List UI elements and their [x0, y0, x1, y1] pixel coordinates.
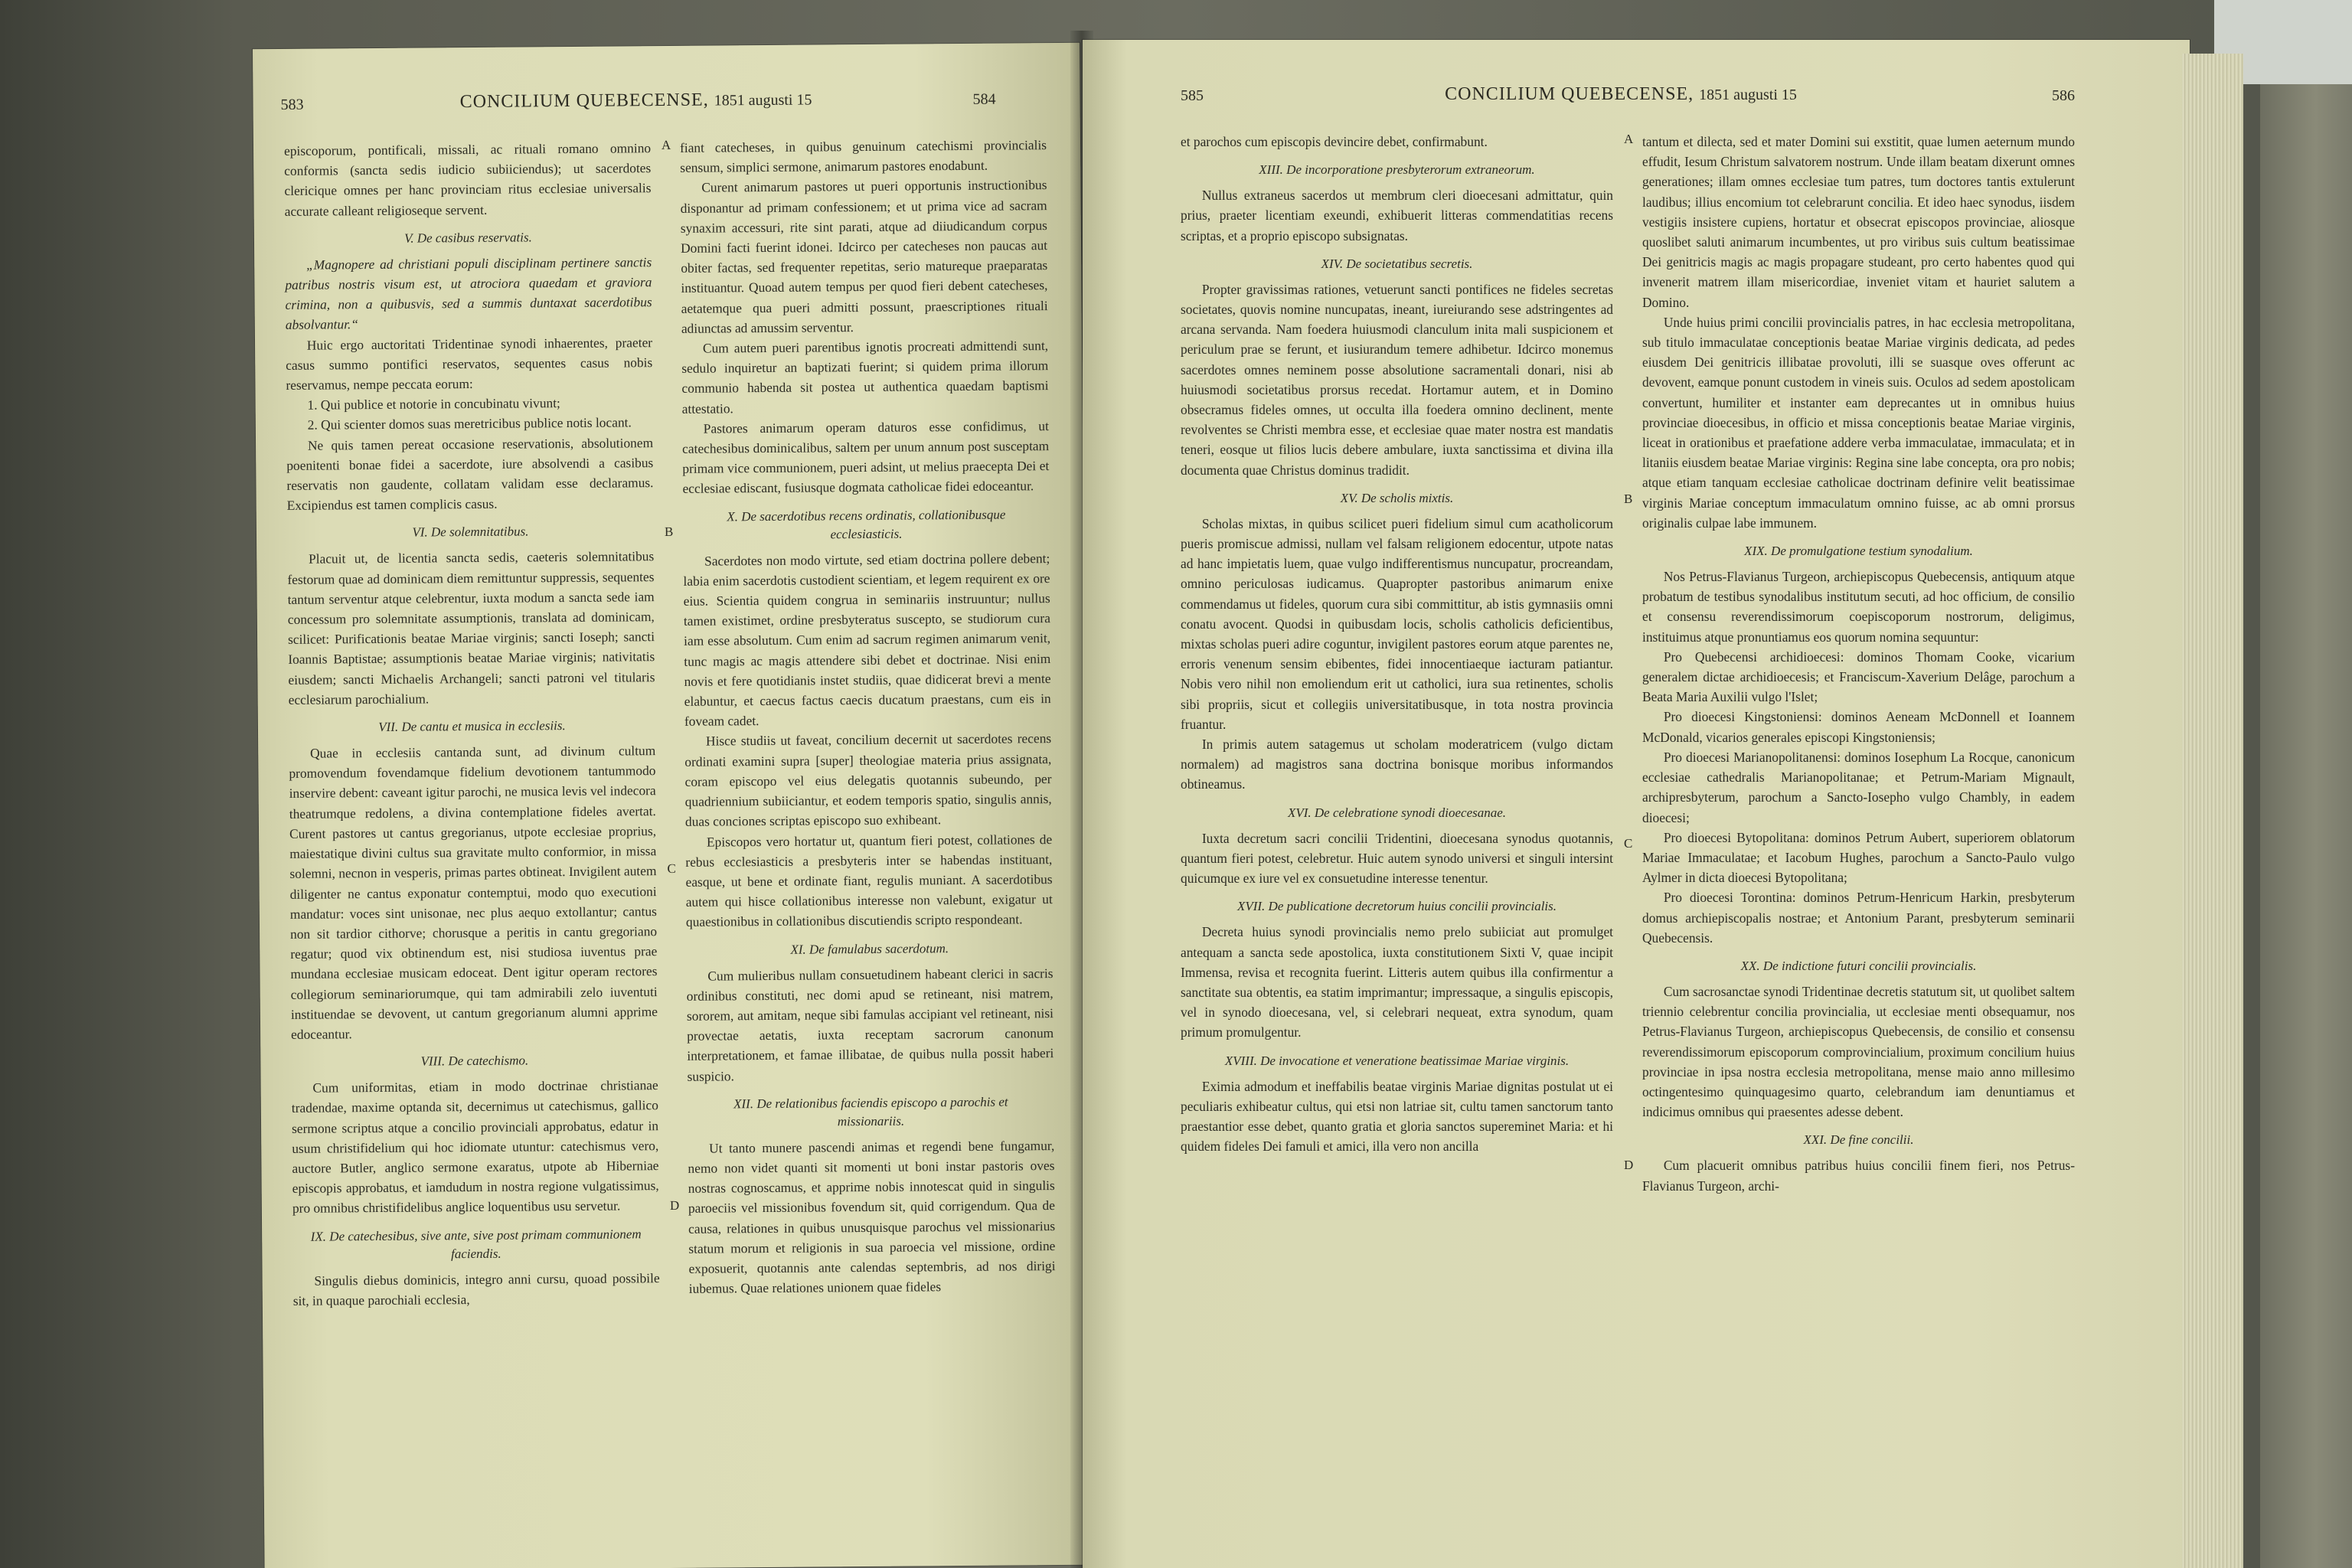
paragraph: Cum sacrosanctae synodi Tridentinae decretis statutum sit, ut quolibet saltem triennio celebrentur concilia provincialia, ut ecclesiae menti obsequamur, nos Petrus-Flavianus Turgeon, archiepiscopus Quebecensis, de consilio et consensu reverendissimorum episcoporum comprovincialium, proximum concilium huius provinciae in ipsa nostra ecclesia metropolitana, mense maio anno millesimo octingentesimo quinquagesimo quarto, celebrandum iam denuntiamus et indicimus omnibus qui praesentes adesse debent.: [1642, 983, 2075, 1120]
section-heading: VI. De solemnitatibus.: [412, 524, 529, 541]
left-page-column-1: [284, 138, 662, 1548]
section-heading: V. De casibus reservatis.: [404, 230, 532, 246]
section-marker: B: [664, 524, 674, 540]
section-heading: XVI. De celebratione synodi dioecesanae.: [1287, 805, 1507, 820]
section-heading: XVIII. De invocatione et veneratione beatissimae Mariae virginis.: [1224, 1053, 1570, 1068]
section-marker: A: [1624, 132, 1634, 146]
section-heading: IX. De catechesibus, sive ante, sive post primam communionem faciendis.: [310, 1226, 642, 1261]
paragraph: Curent animarum pastores ut pueri opportunis instructionibus disponantur ad primam confessionem; et ut prima vice ad sacram synaxim accessuri, rite sint parati, atque ad diiudicandum corpus Domini facti fuerint idonei. Idcirco per catecheses non paucas aut obiter factas, sed frequenter repetitas, serio matureque praeparatas instituantur. Quoad autem tempus per quod fieri debent catecheses, aetatemque qua pueri admitti possunt, praescriptiones rituali adiunctas ad amussim serventur.: [680, 177, 1048, 336]
page-number: 584: [972, 90, 996, 108]
page-edges: [2182, 54, 2243, 1568]
running-title-text: CONCILIUM QUEBECENSE,: [1445, 84, 1694, 104]
page-number: 585: [1181, 87, 1204, 104]
page-number: 586: [2052, 87, 2075, 104]
paragraph: Singulis diebus dominicis, integro anni cursu, quoad possibile sit, in quaque parochiali ecclesia,: [292, 1269, 660, 1308]
paragraph: episcoporum, pontificali, missali, ac rituali romano omnino conformis (sancta sedis iudicio subiiciendus); ut sacerdotes clericique omnes per hanc provinciam ritus ecclesiae universalis accurate calleant religioseque servent.: [283, 140, 652, 219]
paragraph: Eximia admodum et ineffabilis beatae virginis Mariae dignitas postulat ut ei peculiaris exhibeatur cultus, qui etsi non latriae sit, cultu tamen sanctorum tanto praestantior esse debet, quanto gratia et gloria sanctos supereminet Maria: et hi quidem fideles Dei famuli et amici, illa vero non ancilla: [1181, 1078, 1613, 1155]
section-heading: XV. De scholis mixtis.: [1340, 490, 1454, 505]
paragraph: „Magnopere ad christiani populi disciplinam pertinere sanctis patribus nostris visum est, ut atrociora quaedam et graviora crimina, non a quibusvis, sed a summis duntaxat sacerdotibus absolvantur.“: [285, 253, 652, 333]
paragraph: 1. Qui publice et notorie in concubinatu vivunt;: [307, 395, 560, 413]
section-marker: A: [661, 137, 671, 153]
section-heading: XII. De relationibus faciendis episcopo a parochis et missionariis.: [733, 1094, 1008, 1129]
paragraph: Pro dioecesi Marianopolitanensi: dominos Iosephum La Rocque, canonicum ecclesiae cathedralis Marianopolitanae; et Petrum-Mariam Mignault, archipresbyterum, parochum a Sancto-Iosepho vulgo Chambly, in eadem dioecesi;: [1642, 749, 2075, 825]
desk-surface: [2260, 0, 2352, 1568]
left-columns: [284, 135, 1057, 1548]
section-heading: X. De sacerdotibus recens ordinatis, collationibusque ecclesiasticis.: [727, 507, 1006, 541]
running-date: 1851 augusti 15: [714, 91, 812, 109]
paragraph: fiant catecheses, in quibus genuinum catechismi provincialis sensum, simplici sermone, animarum pastores enodabunt.: [679, 137, 1047, 176]
section-heading: VIII. De catechismo.: [420, 1053, 529, 1069]
page-number: 583: [280, 96, 304, 113]
paragraph: Nos Petrus-Flavianus Turgeon, archiepiscopus Quebecensis, antiquum atque probatum de testibus synodalibus institutum secuti, ad hoc officium, de consilio et consensu reverendissimorum coepiscoporum nostrorum, deligimus, instituimus atque pronuntiamus eos quorum nomina sequuntur:: [1642, 569, 2075, 645]
section-heading: XXI. De fine concilii.: [1803, 1132, 1914, 1148]
right-page: [1083, 40, 2190, 1568]
section-marker: C: [1624, 836, 1633, 851]
section-marker: C: [667, 861, 676, 877]
right-page-column-2: [1624, 132, 2075, 1545]
paragraph: Placuit ut, de licentia sancta sedis, caeteris solemnitatibus festorum quae ad dominicam diem remittuntur suppressis, sequentes tantum serventur atque celebrentur, iuxta modum a sancta sede iam concessum pro solemnitate assumptionis, translata ad dominicam, scilicet: Purificationis beatae Mariae virginis; sancti Ioseph; sancti Ioannis Baptistae; assumptionis beatae Mariae virginis; nativitatis eiusdem; sancti Michaelis Archangeli; sancti patroni vel titularis ecclesiarum parochialium.: [287, 548, 655, 707]
paragraph: Cum mulieribus nullam consuetudinem habeant clerici in sacris ordinibus constituti, nec domi apud se retineant, nisi matrem, sororem, aut amitam, neque sibi famulas accipiant vel retineant, nisi provectae aetatis, iuxta receptam sacrorum canonum interpretationem, et famae illibatae, de quibus nulla possit haberi suspicio.: [686, 965, 1054, 1084]
section-marker: D: [1624, 1158, 1634, 1172]
paragraph: et parochos cum episcopis devincire debet, confirmabunt.: [1181, 134, 1488, 149]
section-heading: XX. De indictione futuri concilii provincialis.: [1740, 958, 1977, 973]
paragraph: 2. Qui scienter domos suas meretricibus publice notis locant.: [307, 414, 632, 433]
paragraph: Cum placuerit omnibus patribus huius concilii finem fieri, nos Petrus-Flavianus Turgeon, archi-: [1642, 1158, 2075, 1194]
paragraph: Episcopos vero hortatur ut, quantum fieri potest, collationes de rebus ecclesiasticis a presbyteris inter se habendas instituant, easque, ut bene et ordinate fiant, regulis muniant. A sacerdotibus autem qui hisce collationibus interesse non valebunt, exigatur ut quaestionibus in collationibus discutiendis scripto respondeant.: [685, 831, 1053, 930]
section-heading: XVII. De publicatione decretorum huius concilii provincialis.: [1236, 899, 1557, 914]
paragraph: tantum et dilecta, sed et mater Domini sui exstitit, quae lumen aeternum mundo effudit, Iesum Christum salvatorem nostrum. Unde illam beatam dixerunt omnes generationes; illam omnes ecclesiae tum patres, tum doctores tantis extulerunt laudibus; illius encomium tot celebrarunt concilia. Et ideo haec synodus, iisdem vestigiis insistere cupiens, hortatur et obsecrat episcopos provinciae, aliosque quoslibet saluti animarum incumbentes, ut pro viribus suis cultum beatissimae Dei genitricis magis ac magis propagare studeant, pro certo habentes quod qui invenerit matrem illam misericordiae, inveniet vitam et hauriet salutem a Domino.: [1642, 134, 2075, 310]
paragraph: Pro dioecesi Bytopolitana: dominos Petrum Aubert, superiorem oblatorum Mariae Immaculatae; et Iacobum Hughes, parochum a Sancto-Paulo vulgo Aylmer in dicta dioecesi Bytopolitana;: [1642, 829, 2075, 886]
section-heading: XIX. De promulgatione testium synodalium.: [1744, 544, 1973, 559]
paragraph: Unde huius primi concilii provincialis patres, in hac ecclesia metropolitana, sub titulo immaculatae conceptionis beatae Mariae virginis dedicata, ad pedes eiusdem Dei genitricis illibatae provoluti, illi se suasque oves offerunt ac devovent, eamque ponunt custodem in vineis suis. Oculos ad sedem apostolicam convertunt, humiliter et instanter eam deprecantes ut in omnibus huius provinciae dioecesibus, in officio et missa conceptionis beatae Mariae virginis, liceat in orationibus et praefatione addere verba immaculatae, immaculata; et in litaniis eiusdem beatae Mariae virginis: Regina sine labe concepta, ora pro nobis; atque etiam tanquam ecclesiae catholicae doctrinam definire velit beatissimae virginis Mariae conceptum immaculatum omnino fuisse, ac ab omni prorsus originalis culpae labe immunem.: [1642, 314, 2075, 531]
section-heading: XIII. De incorporatione presbyterorum extraneorum.: [1259, 162, 1535, 178]
section-marker: D: [669, 1197, 680, 1214]
paragraph: Iuxta decretum sacri concilii Tridentini, dioecesana synodus quotannis, quantum fieri potest, celebretur. Huic autem synodo universi et singuli intersint quicumque ex iure vel ex consuetudine interesse tenentur.: [1181, 830, 1613, 887]
paragraph: Decreta huius synodi provincialis nemo prelo subiiciat aut promulget antequam a sancta sede apostolica, iuxta constitutionem Sixti V, quae incipit Immensa, revisa et recognita fuerint. Litteris autem quibus illa confirmentur a sanctitate sua obtentis, ea statim imprimantur; impressaque, a singulis episcopis, vel in synodo dioecesana, vel, si celebrari nequeat, extra synodum, quam primum promulgentur.: [1181, 924, 1613, 1040]
section-heading: XIV. De societatibus secretis.: [1321, 256, 1473, 271]
section-heading: XI. De famulabus sacerdotum.: [790, 940, 949, 957]
paragraph: Ut tanto munere pascendi animas et regendi bene fungamur, nemo non videt quanti sit momenti ut boni instar pastoris oves nostras cognoscamus, et apprime nobis innotescat quid in singulis paroeciis vel missionibus fovendum sit, quid corrigendum. Qua de causa, relationes in quibus unusquisque parochus vel missionarius statum morum et religionis in sua paroecia vel missione, ordine exposuerit, quotannis ante calendas septembris, ad nos dirigi iubemus. Quae relationes unionem quae fideles: [688, 1137, 1056, 1296]
running-title: [253, 87, 1080, 115]
running-title: [1083, 84, 2190, 105]
paragraph: Cum autem pueri parentibus ignotis procreati admittendi sunt, sedulo inquiretur an baptizati fuerint; si quidem prima illorum communio habenda sit postea ut authentica quaedam baptismi attestatio.: [681, 338, 1049, 416]
paragraph: Cum uniformitas, etiam in modo doctrinae christianae tradendae, maxime optanda sit, decernimus ut catechismus, gallico sermone scriptus atque a concilio provinciali approbatus, edatur in usum christifidelium qui hoc idiomate utuntur: catechismus vero, auctore Butler, anglico sermone exaratus, utpote ab Hiberniae episcopis approbatus, et iamdudum in nostra regione vulgatissimus, pro omnibus christifidelibus anglice loquentibus usu servetur.: [291, 1077, 659, 1217]
section-marker: B: [1624, 492, 1633, 506]
running-date: 1851 augusti 15: [1699, 87, 1797, 103]
paragraph: Pro dioecesi Kingstoniensi: dominos Aeneam McDonnell et Ioannem McDonald, vicarios generales episcopi Kingstoniensis;: [1642, 709, 2075, 745]
right-page-column-1: [1181, 132, 1613, 1545]
paragraph: Huic ergo auctoritati Tridentinae synodi inhaerentes, praeter casus summo pontifici reservatos, sequentes casus nobis reservamus, nempe peccata eorum:: [286, 334, 653, 393]
running-title-text: CONCILIUM QUEBECENSE,: [459, 90, 709, 113]
paragraph: Hisce studiis ut faveat, concilium decernit ut sacerdotes recens ordinati examini supra [super] theologiae materia prius assignata, coram episcopo vel eius delegatis quotannis subeundo, per quadriennium subiiciantur, et eodem temporis spatio, singulis annis, duas conciones scriptas episcopo suo exhibeant.: [684, 730, 1052, 830]
paragraph: Pro dioecesi Torontina: dominos Petrum-Henricum Harkin, presbyterum domus archiepiscopalis nostrae; et Antonium Parant, presbyterum seminarii Quebecensis.: [1642, 890, 2075, 946]
paragraph: Pastores animarum operam daturos esse confidimus, ut catechesibus dominicalibus, saltem per unum annum post susceptam primam vice communionem, pueri adsint, ut melius praecepta Dei et ecclesiae ediscant, fusiusque dogmata catholicae fidei edoceantur.: [682, 417, 1050, 497]
left-running-head: [253, 64, 1080, 124]
paragraph: Sacerdotes non modo virtute, sed etiam doctrina pollere debent; labia enim sacerdotis custodient scientiam, et legem requirent ex ore eius. Scientia quidem congrua in seminariis instruuntur; nullus tamen existimet, ordine presbyteratus suscepto, se studiorum cura iam esse absolutum. Cum enim ad sacrum regimen animarum venit, tunc magis ac magis attendere sibi debet et doctrinae. Nisi enim novis et fere quotidianis instet studiis, quae didicerat brevi a mente elabuntur, et caecus factus caecis ducatum praestans, cum eis in foveam cadet.: [683, 550, 1051, 730]
left-page: [253, 43, 1092, 1568]
paragraph: Propter gravissimas rationes, vetuerunt sancti pontifices ne fideles secretas societates, quovis nomine nuncupatas, ineant, iureiurando sese adstringentes ad arcana servanda. Nam foedera huiusmodi clanculum inita mali suspicionem et periculum prae se ferunt, et iusiurandum temere adhibetur. Idcirco monemus sacerdotes omnes neminem posse absolutione sacramentali donari, nisi ab huiusmodi societatibus prorsus recedat. Hortamur autem, et in Domino obsecramus fideles omnes, ut occulta illa foedera omnino declinent, mente revolventes se Christi membra esse, et ecclesiae quae mater nostra est mandatis teneri, eosque ut filios lucis debere ambulare, iuxta sanctissima et divina illa documenta quae Christus dominus tradidit.: [1181, 281, 1613, 478]
right-columns: [1181, 132, 2075, 1545]
paragraph: Ne quis tamen pereat occasione reservationis, absolutionem poenitenti bonae fidei a sacerdote, iure absolvendi a casibus reservatis non gaudente, collatam validam esse declaramus. Excipiendus est tamen complicis casus.: [286, 434, 654, 514]
paragraph: Pro Quebecensi archidioecesi: dominos Thomam Cooke, vicarium generalem dictae archidioecesis; et Franciscum-Xaverium Delâge, parochum a Beata Maria Auxilii vulgo l'Islet;: [1642, 648, 2075, 705]
paragraph: In primis autem satagemus ut scholam moderatricem (vulgo dictam normalem) ad magistros sana doctrina bonisque moribus informandos obtineamus.: [1181, 737, 1613, 792]
section-heading: VII. De cantu et musica in ecclesiis.: [378, 718, 566, 735]
paragraph: Nullus extraneus sacerdos ut membrum cleri dioecesani admittatur, quin prius, praeter licentiam exeundi, exhibuerit litteras commendatitias recens scriptas, et a proprio episcopo subsignatas.: [1181, 188, 1613, 243]
paragraph: Scholas mixtas, in quibus scilicet pueri fidelium simul cum acatholicorum pueris promiscue admissi, nullam vel falsam religionem edocentur, utpote natas ad hanc impietatis luem, quae vulgo indifferentismus nuncupatur, procreandam, omnino periculosas iudicamus. Quapropter pastoribus animarum enixe commendamus ut fideles, quorum cura sibi committitur, ab istis gymnasiis omni conatu avocent. Quodsi in quibusdam locis, scholis catholicis deficientibus, mixtas scholas pueri adire coguntur, invigilent pastores eorum atque parentes ne, erroris venenum sensim ebibentes, fidei innocentiaeque iacturam patiantur. Nobis vero nihil non emoliendum erit ut catholici, iura sua retinentes, scholis sibi propriis, sicut et collegiis universitatibusque, in tota nostra provincia fruantur.: [1181, 515, 1613, 732]
right-running-head: [1083, 61, 2190, 115]
left-page-column-2: [661, 135, 1057, 1545]
paragraph: Quae in ecclesiis cantanda sunt, ad divinum cultum promovendum fovendamque fidelium devotionem tantummodo inservire debent: caveant igitur parochi, ne musica levis vel indecora theatrumque redolens, a divina contemplatione fideles avertat. Curent pastores ut cantus gregorianus, utpote ecclesiae proprius, maiestatique divini cultus sua gravitate multo conformior, in missa solemni, necnon in vesperis, primas partes obtineat. Invigilent autem diligenter ne cantus exponatur contemptui, modo quo executioni mandatur: voces sint unisonae, nec plus aequo extollantur; cantus non sit tardior cithorve; chorusque a peritis in cantu gregoriano regatur; quod vix obtinendum est, nisi studiosa iuventus prae mundana ecclesiae musicam edoceat. Dent igitur operam rectores collegiorum seminariorumque, qui tam admirabili zelo iuventuti instituendae se devovent, ut cantum gregorianum alumni apprime edoceantur.: [289, 743, 658, 1042]
